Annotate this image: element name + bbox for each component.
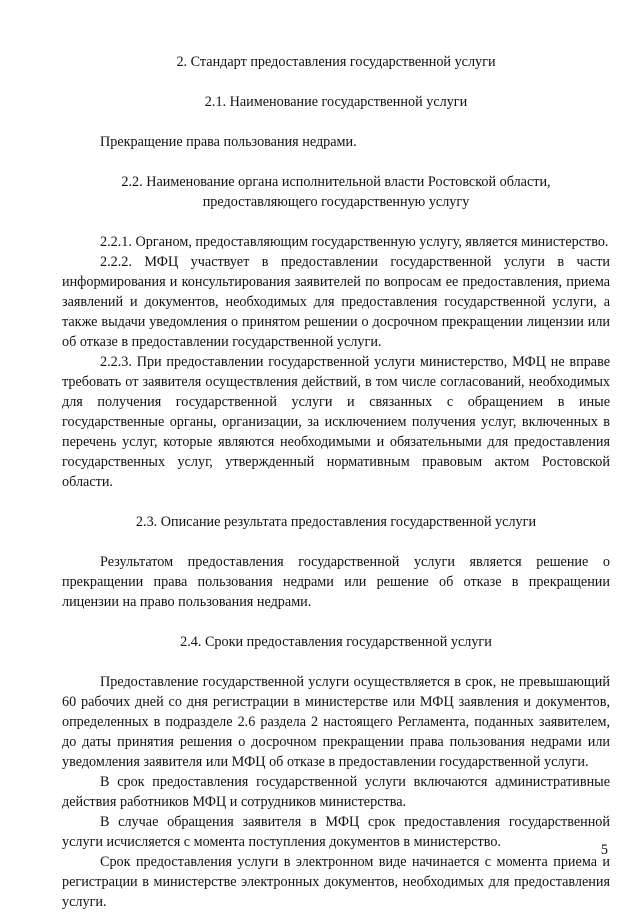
- service-name-text: Прекращение права пользования недрами.: [100, 134, 357, 150]
- paragraph-2-2-3: 2.2.3. При предоставлении государственной услуги министерство, МФЦ не вправе требовать от заявителя осуществления действий, в том числе согласований, необходимых для получения государственной услуги и связанных с обращением в иные государственные органы, организации, за исключением получения услуг, включенных в перечень услуг, которые являются необходимыми и обязательными для предоставления государственных услуг, утвержденный нормативным правовым актом Ростовской области.: [62, 354, 610, 490]
- paragraph-2-4-electronic: Срок предоставления услуги в электронном виде начинается с момента приема и регистрации в министерстве электронных документов, необходимых для предоставления услуги.: [62, 854, 610, 910]
- page-number: 5: [600, 842, 608, 858]
- subsection-2-2-heading: [62, 172, 610, 212]
- paragraph-2-2-1: 2.2.1. Органом, предоставляющим государственную услугу, является министерство.: [100, 234, 609, 250]
- subsection-2-1-heading: 2.1. Наименование государственной услуги: [204, 94, 468, 110]
- paragraph-2-4-included-actions: В срок предоставления государственной услуги включаются административные действия работников МФЦ и сотрудников министерства.: [62, 774, 610, 810]
- subsection-2-2-heading-line1: 2.2. Наименование органа исполнительной власти Ростовской области,: [121, 174, 551, 190]
- subsection-2-2-heading-line2: предоставляющего государственную услугу: [202, 194, 470, 210]
- paragraph-2-2-2: 2.2.2. МФЦ участвует в предоставлении государственной услуги в части информирования и консультирования заявителей по вопросам ее предоставления, приема заявлений и документов, необходимых для предоставления государственной услуги, а также выдачи уведомления о принятом решении о досрочном прекращении лицензии или об отказе в предоставлении государственной услуги.: [62, 254, 610, 350]
- paragraph-2-3-result: Результатом предоставления государственной услуги является решение о прекращении права пользования недрами или решение об отказе в прекращении лицензии на право пользования недрами.: [62, 554, 610, 610]
- paragraph-2-4-mfc-case: В случае обращения заявителя в МФЦ срок предоставления государственной услуги исчисляется с момента поступления документов в министерство.: [62, 814, 610, 850]
- subsection-2-4-heading: 2.4. Сроки предоставления государственной услуги: [180, 634, 492, 650]
- section-title: 2. Стандарт предоставления государственной услуги: [176, 54, 496, 70]
- subsection-2-3-heading: 2.3. Описание результата предоставления государственной услуги: [135, 514, 537, 530]
- paragraph-2-4-term: Предоставление государственной услуги осуществляется в срок, не превышающий 60 рабочих дней со дня регистрации в министерстве или МФЦ заявления и документов, определенных в подразделе 2.6 раздела 2 настоящего Регламента, поданных заявителем, до даты принятия решения о досрочном прекращении права пользования недрами или уведомления заявителя или МФЦ об отказе в предоставлении государственной услуги.: [62, 674, 610, 770]
